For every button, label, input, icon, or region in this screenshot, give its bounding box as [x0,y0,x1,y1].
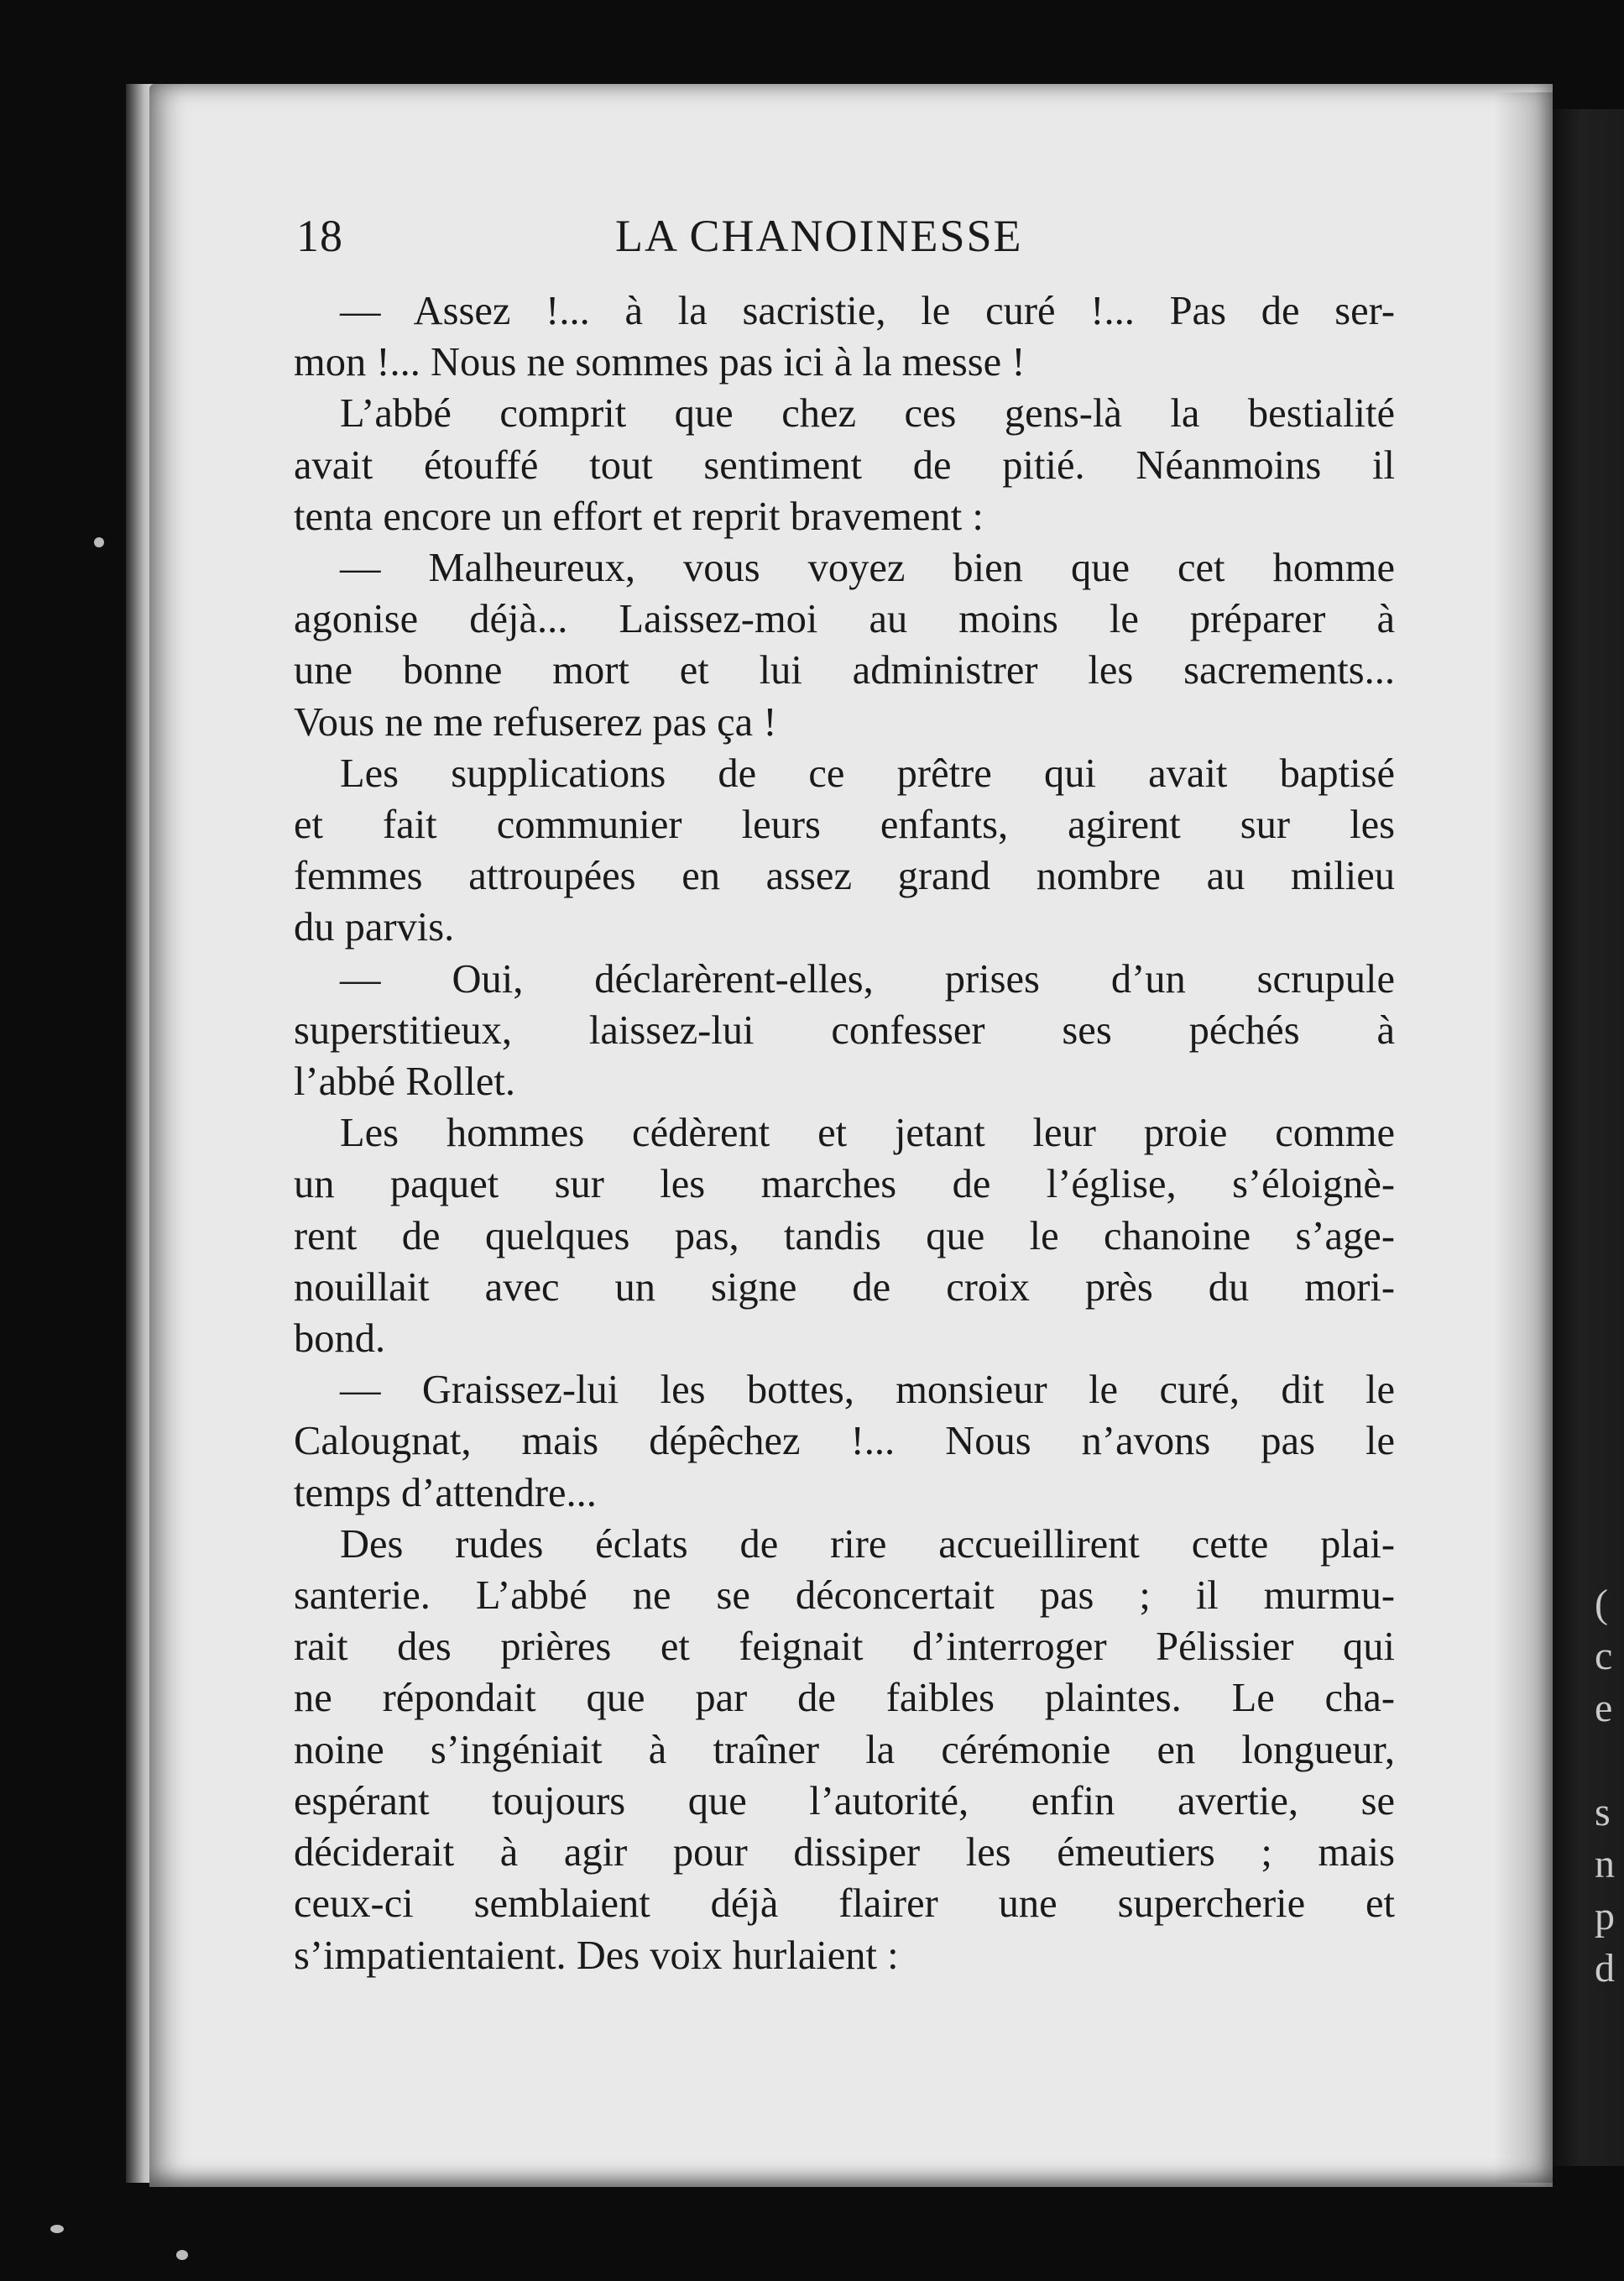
adjacent-page-fragment: ( [1595,1582,1608,1626]
text-line: du parvis. [294,905,455,950]
adjacent-page-fragment: n [1595,1842,1615,1886]
text-line: — Graissez-lui les bottes, monsieur le curé, dit le [340,1368,1395,1413]
text-line: Des rudes éclats de rire accueillirent cette plai- [340,1521,1395,1567]
text-line: une bonne mort et lui administrer les sacrements... [294,648,1395,693]
text-line: mon !... Nous ne sommes pas ici à la messe ! [294,340,1026,385]
page-header [296,210,1396,269]
running-title: LA CHANOINESSE [615,211,1023,261]
text-line: L’abbé comprit que chez ces gens-là la bestialité [340,391,1395,437]
scan-speck [50,2225,64,2233]
text-line: tenta encore un effort et reprit bravement : [294,494,984,539]
text-line: rent de quelques pas, tandis que le chanoine s’age- [294,1213,1395,1258]
text-line: — Oui, déclarèrent-elles, prises d’un scrupule [340,956,1395,1002]
text-line: agonise déjà... Laissez-moi au moins le préparer à [294,597,1395,642]
page-gutter-shadow [1494,92,1553,2183]
text-line: femmes attroupées en assez grand nombre au milieu [294,854,1395,899]
text-line: noine s’ingéniait à traîner la cérémonie en longueur, [294,1727,1395,1772]
text-line: rait des prières et feignait d’interroger Pélissier qui [294,1624,1395,1670]
text-line: — Malheureux, vous voyez bien que cet homme [340,546,1395,591]
text-line: Calougnat, mais dépêchez !... Nous n’avons pas le [294,1419,1395,1464]
adjacent-page-fragment: s [1595,1790,1611,1834]
adjacent-page-fragment: p [1595,1894,1615,1938]
adjacent-page-fragment: c [1595,1634,1613,1678]
text-line: santerie. L’abbé ne se déconcertait pas ; il murmu- [294,1573,1395,1619]
text-line: un paquet sur les marches de l’église, s’éloignè- [294,1162,1395,1207]
text-line: l’abbé Rollet. [294,1059,515,1105]
text-line: ne répondait que par de faibles plaintes. Le cha- [294,1676,1395,1721]
text-line: déciderait à agir pour dissiper les émeutiers ; mais [294,1830,1395,1876]
text-line: — Assez !... à la sacristie, le curé !... Pas de ser- [340,289,1395,333]
text-line: espérant toujours que l’autorité, enfin avertie, se [294,1778,1395,1823]
text-line: avait étouffé tout sentiment de pitié. Néanmoins il [294,442,1395,488]
scan-speck [176,2250,188,2260]
text-line: temps d’attendre... [294,1470,597,1515]
text-line: superstitieux, laissez-lui confesser ses péchés à [294,1007,1395,1053]
text-line: s’impatientaient. Des voix hurlaient : [294,1933,899,1978]
scan-speck [94,537,104,547]
text-line: et fait communier leurs enfants, agirent sur les [294,803,1395,848]
page-number: 18 [296,211,343,261]
adjacent-page-fragment [1595,1734,1624,1787]
adjacent-page-fragment: e [1595,1686,1613,1730]
text-line: Vous ne me refuserez pas ça ! [294,699,777,745]
text-line: bond. [294,1316,386,1362]
body-text [294,285,1395,1981]
text-line: Les supplications de ce prêtre qui avait baptisé [340,751,1395,796]
text-line: Les hommes cédèrent et jetant leur proie comme [340,1111,1395,1156]
text-line: ceux-ci semblaient déjà flairer une supercherie et [294,1881,1395,1927]
text-line: nouillait avec un signe de croix près du mori- [294,1264,1395,1310]
adjacent-page-fragment: d [1595,1946,1615,1991]
adjacent-page-text-fragments [1595,1578,1624,1995]
